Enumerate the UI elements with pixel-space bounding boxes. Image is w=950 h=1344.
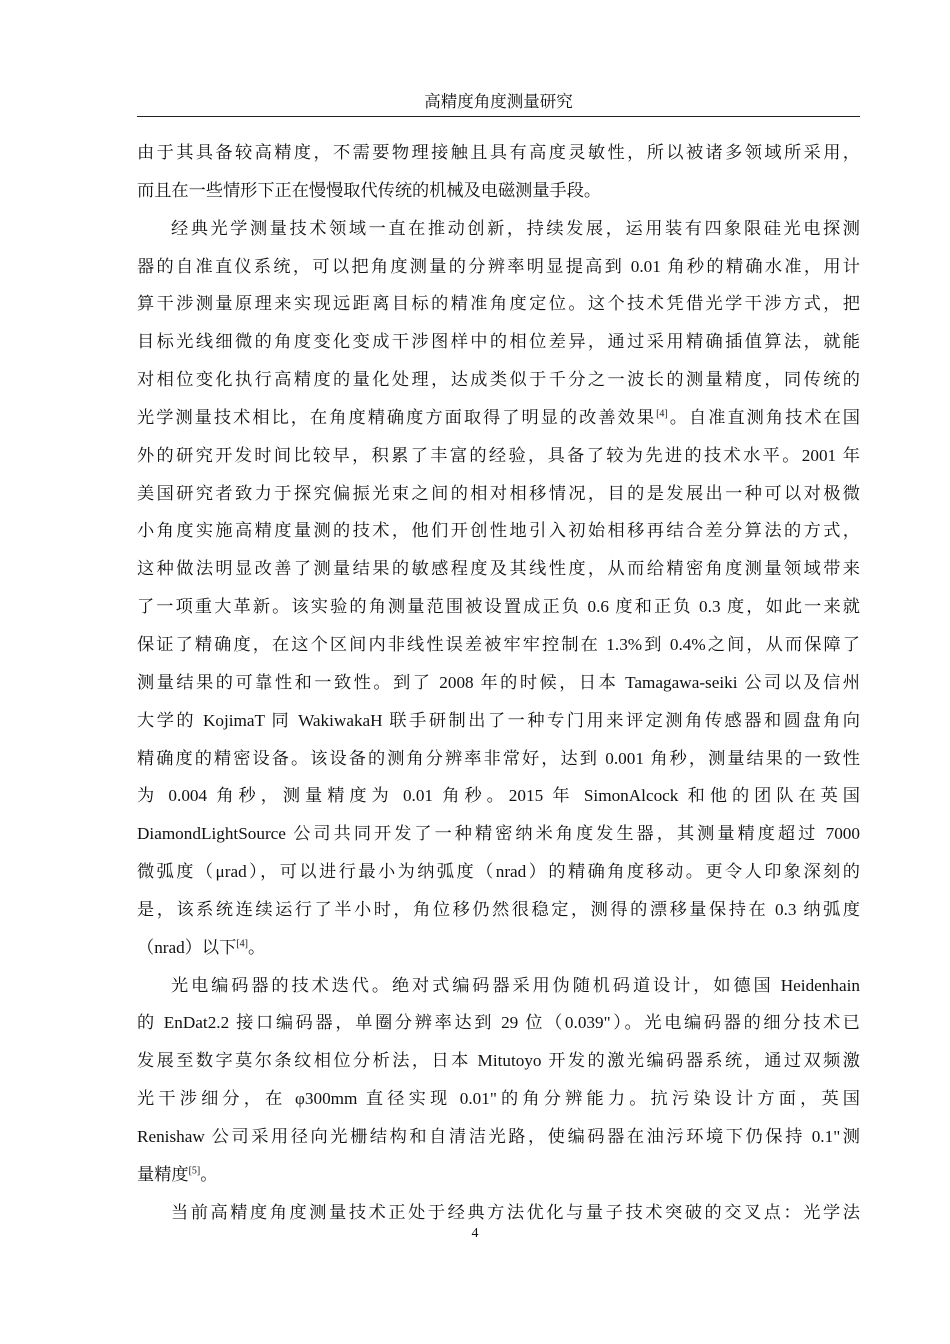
text-line: 美国研究者致力于探究偏振光束之间的相对相移情况，目的是发展出一种可以对极微: [137, 483, 860, 503]
text-line: Renishaw 公司采用径向光栅结构和自清洁光路，使编码器在油污环境下仍保持 0.1"测: [137, 1126, 860, 1146]
text-line: 保证了精确度，在这个区间内非线性误差被牢牢控制在 1.3%到 0.4%之间，从而保障了: [137, 634, 860, 654]
paragraph: [137, 134, 860, 210]
text-line: 发展至数字莫尔条纹相位分析法，日本 Mitutoyo 开发的激光编码器系统，通过双频激: [137, 1051, 860, 1071]
text-line: 光电编码器的技术迭代。绝对式编码器采用伪随机码道设计，如德国 Heidenhain: [171, 975, 860, 995]
text-line: 大学的 KojimaT 同 WakiwakaH 联手研制出了一种专门用来评定测角传感器和圆盘角向: [137, 710, 860, 730]
text-line: 而且在一些情形下正在慢慢取代传统的机械及电磁测量手段。: [137, 180, 602, 200]
running-header: [137, 90, 860, 117]
text-line: 微弧度（μrad），可以进行最小为纳弧度（nrad）的精确角度移动。更令人印象深刻的: [137, 862, 860, 882]
text-line: 是，该系统连续运行了半小时，角位移仍然很稳定，测得的漂移量保持在 0.3 纳弧度: [137, 899, 860, 919]
text-line: 由于其具备较高精度，不需要物理接触且具有高度灵敏性，所以被诸多领域所采用，: [137, 143, 860, 162]
page-number: 4: [471, 1226, 479, 1241]
text-line: 对相位变化执行高精度的量化处理，达成类似于千分之一波长的测量精度，同传统的: [137, 370, 860, 390]
paragraph: [137, 210, 860, 967]
line-text: 光学测量技术相比，在角度精确度方面取得了明显的改善效果: [137, 407, 657, 427]
body-text: [137, 134, 860, 1231]
text-line: [137, 399, 860, 437]
text-line: 光干涉细分，在 φ300mm 直径实现 0.01"的角分辨能力。抗污染设计方面，英国: [137, 1089, 860, 1109]
citation-mark: [5]: [188, 1165, 201, 1177]
header-title: 高精度角度测量研究: [424, 92, 573, 111]
text-line: 这种做法明显改善了测量结果的敏感程度及其线性度，从而给精密角度测量领域带来: [137, 559, 860, 579]
text-line: 为 0.004 角秒，测量精度为 0.01 角秒。2015 年 SimonAlcock 和他的团队在英国: [137, 786, 860, 806]
text-line: 小角度实施高精度量测的技术，他们开创性地引入初始相移再结合差分算法的方式，: [137, 521, 860, 541]
text-line: 的 EnDat2.2 接口编码器，单圈分辨率达到 29 位（0.039"）。光电编码器的细分技术已: [137, 1013, 860, 1033]
text-line: [137, 1156, 860, 1194]
text-line: 经典光学测量技术领域一直在推动创新，持续发展，运用装有四象限硅光电探测: [171, 218, 860, 238]
line-text: 。: [200, 1164, 218, 1184]
text-line: 当前高精度角度测量技术正处于经典方法优化与量子技术突破的交叉点：光学法: [171, 1202, 860, 1222]
text-line: 目标光线细微的角度变化变成干涉图样中的相位差异，通过采用精确插值算法，就能: [137, 332, 860, 352]
text-line: 了一项重大革新。该实验的角测量范围被设置成正负 0.6 度和正负 0.3 度，如此一来就: [137, 597, 860, 617]
text-line: [137, 929, 860, 967]
text-line: 器的自准直仪系统，可以把角度测量的分辨率明显提高到 0.01 角秒的精确水准，用计: [137, 256, 860, 276]
text-line: 外的研究开发时间比较早，积累了丰富的经验，具备了较为先进的技术水平。2001 年: [137, 445, 860, 465]
text-line: DiamondLightSource 公司共同开发了一种精密纳米角度发生器，其测量精度超过 7000: [137, 824, 860, 844]
paragraph: [137, 967, 860, 1194]
text-line: 测量结果的可靠性和一致性。到了 2008 年的时候，日本 Tamagawa-seiki 公司以及信州: [137, 672, 860, 692]
line-text: （nrad）以下: [137, 937, 237, 957]
text-line: 精确度的精密设备。该设备的测角分辨率非常好，达到 0.001 角秒，测量结果的一致性: [137, 748, 860, 768]
line-text: 。自准直测角技术在国: [667, 407, 860, 427]
citation-mark: [4]: [656, 408, 668, 420]
line-text: 。: [247, 937, 266, 957]
citation-mark: [4]: [236, 937, 248, 949]
line-text: 量精度: [137, 1164, 189, 1184]
text-line: 算干涉测量原理来实现远距离目标的精准角度定位。这个技术凭借光学干涉方式，把: [137, 294, 860, 314]
